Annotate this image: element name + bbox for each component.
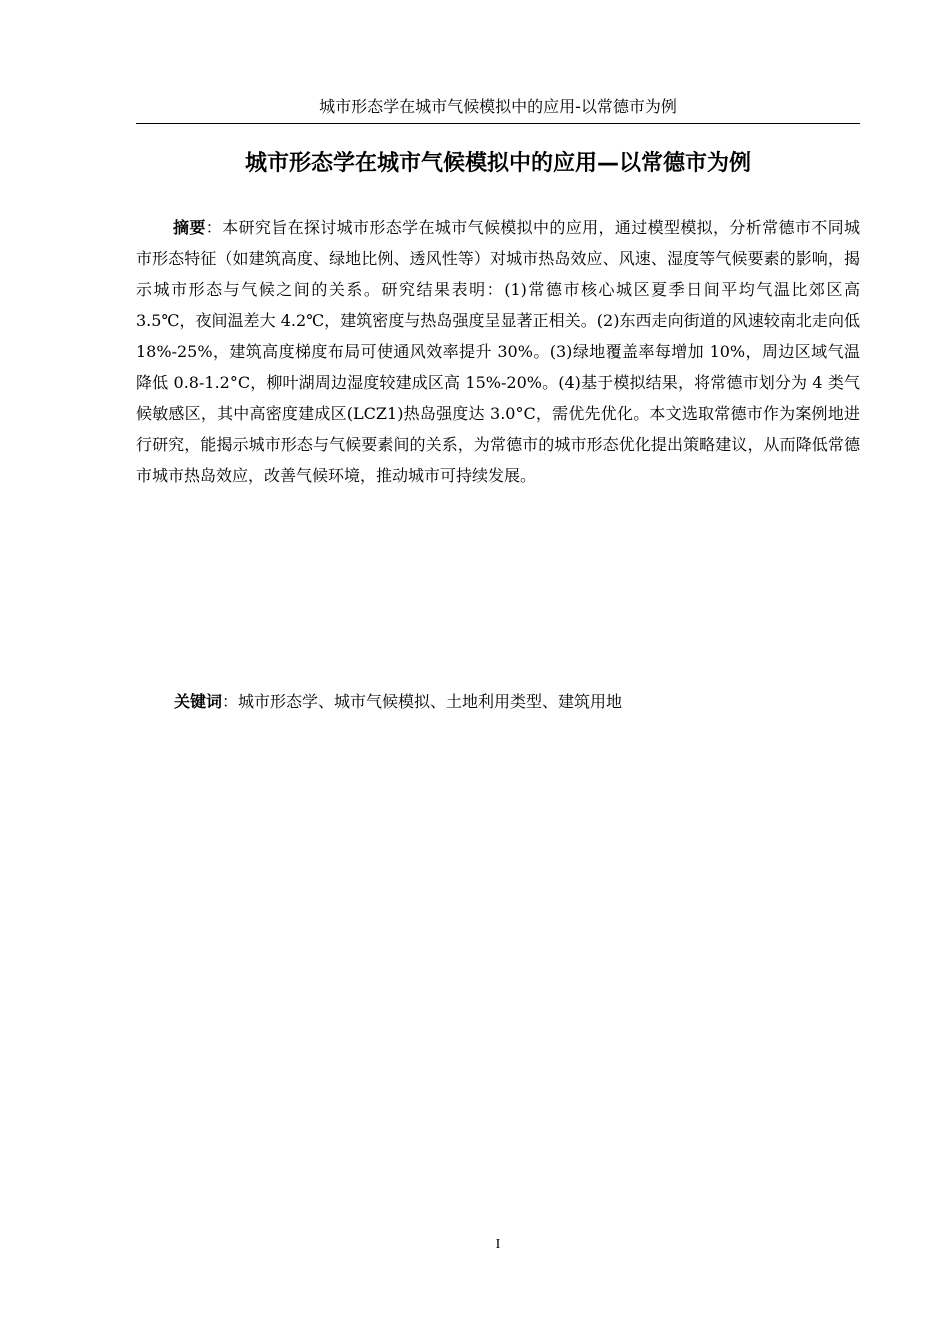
abstract-text: 本研究旨在探讨城市形态学在城市气候模拟中的应用，通过模型模拟，分析常德市不同城市形态特征（如建筑高度、绿地比例、透风性等）对城市热岛效应、风速、湿度等气候要素的影响，揭示城市形态与气候之间的关系。研究结果表明：(1)常德市核心城区夏季日间平均气温比郊区高 3.5℃，夜间温差大 4.2℃，建筑密度与热岛强度呈显著正相关。(2)东西走向街道的风速较南北走向低 18%-25%，建筑高度梯度布局可使通风效率提升 30%。(3)绿地覆盖率每增加 10%，周边区域气温降低 0.8-1.2°C，柳叶湖周边湿度较建成区高 15%-20%。(4)基于模拟结果，将常德市划分为 4 类气候敏感区，其中高密度建成区(LCZ1)热岛强度达 3.0°C，需优先优化。本文选取常德市作为案例地进行研究，能揭示城市形态与气候要素间的关系，为常德市的城市形态优化提出策略建议，从而降低常德市城市热岛效应，改善气候环境，推动城市可持续发展。 [136, 218, 860, 485]
running-header: 城市形态学在城市气候模拟中的应用-以常德市为例 [319, 97, 677, 116]
document-title: 城市形态学在城市气候模拟中的应用—以常德市为例 [244, 151, 751, 176]
keywords-line [174, 688, 860, 716]
header-rule [136, 123, 860, 124]
abstract-separator: ： [205, 218, 223, 237]
keywords-label: 关键词 [174, 692, 223, 711]
abstract-label: 摘要 [173, 218, 206, 237]
keywords-text: 城市形态学、城市气候模拟、土地利用类型、建筑用地 [238, 692, 623, 711]
abstract-paragraph [136, 212, 860, 491]
keywords-separator: ： [222, 692, 239, 711]
page-number: I [495, 1237, 501, 1252]
